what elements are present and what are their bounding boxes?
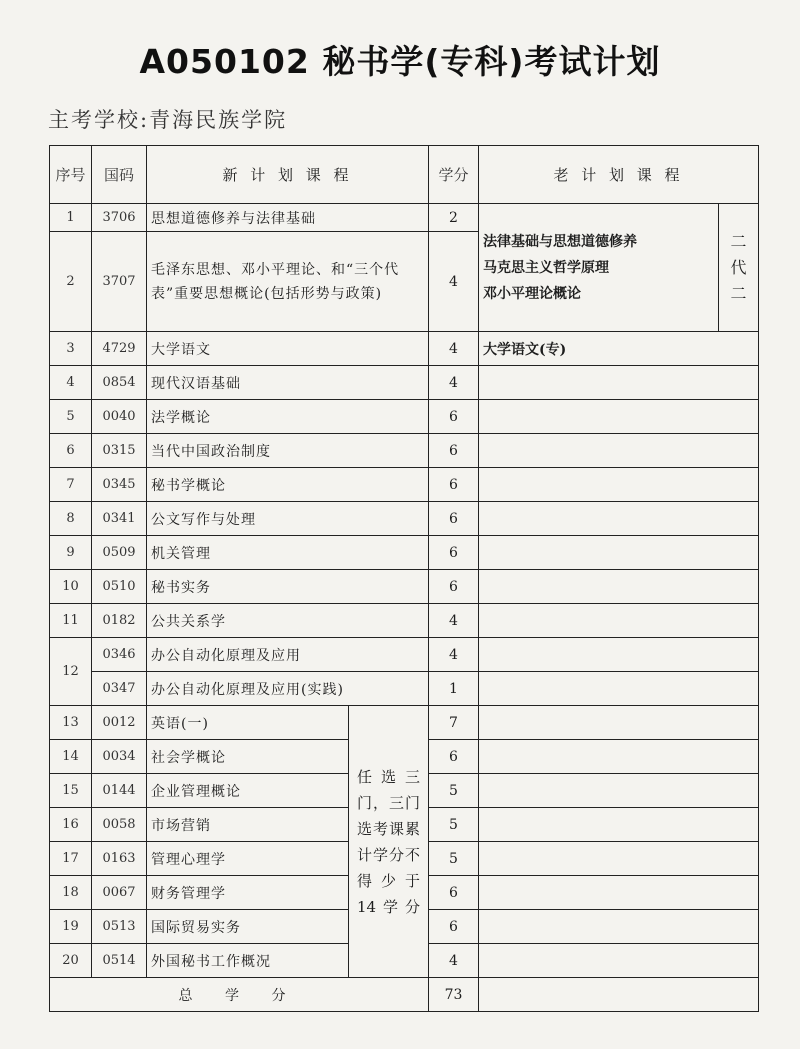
seq-cell: 15 bbox=[50, 774, 92, 808]
credit-cell: 6 bbox=[429, 876, 479, 910]
mark-char: 二 bbox=[730, 283, 747, 303]
code-cell: 4729 bbox=[92, 332, 147, 366]
table-row bbox=[50, 638, 759, 672]
old-course-item: 马克思主义哲学原理 bbox=[483, 259, 610, 276]
seq-cell: 4 bbox=[50, 366, 92, 400]
old-course-cell bbox=[479, 638, 759, 672]
table-row bbox=[50, 366, 759, 400]
seq-cell: 20 bbox=[50, 944, 92, 978]
old-course-mark bbox=[719, 204, 759, 332]
course-cell: 机关管理 bbox=[147, 536, 429, 570]
code-cell: 0347 bbox=[92, 672, 147, 706]
course-cell: 当代中国政治制度 bbox=[147, 434, 429, 468]
credit-cell: 4 bbox=[429, 332, 479, 366]
course-cell: 企业管理概论 bbox=[147, 774, 349, 808]
code-cell: 0058 bbox=[92, 808, 147, 842]
table-row bbox=[50, 400, 759, 434]
table-row bbox=[50, 332, 759, 366]
course-cell: 外国秘书工作概况 bbox=[147, 944, 349, 978]
seq-cell: 1 bbox=[50, 204, 92, 232]
credit-cell: 4 bbox=[429, 944, 479, 978]
code-cell: 0509 bbox=[92, 536, 147, 570]
code-cell: 0144 bbox=[92, 774, 147, 808]
header-seq: 序号 bbox=[50, 146, 92, 204]
table-row bbox=[50, 672, 759, 706]
seq-cell: 7 bbox=[50, 468, 92, 502]
old-course-cell bbox=[479, 434, 759, 468]
code-cell: 3707 bbox=[92, 232, 147, 332]
old-course-cell bbox=[479, 944, 759, 978]
code-cell: 0040 bbox=[92, 400, 147, 434]
old-course-cell bbox=[479, 400, 759, 434]
course-cell: 公共关系学 bbox=[147, 604, 429, 638]
credit-cell: 6 bbox=[429, 502, 479, 536]
old-course-cell bbox=[479, 842, 759, 876]
header-old-course: 老 计 划 课 程 bbox=[479, 146, 759, 204]
code-cell: 0315 bbox=[92, 434, 147, 468]
seq-cell: 19 bbox=[50, 910, 92, 944]
old-course-cell bbox=[479, 740, 759, 774]
credit-cell: 1 bbox=[429, 672, 479, 706]
code-cell: 0346 bbox=[92, 638, 147, 672]
page-title: A050102 秘书学(专科)考试计划 bbox=[139, 42, 661, 81]
code-cell: 0067 bbox=[92, 876, 147, 910]
seq-cell: 10 bbox=[50, 570, 92, 604]
seq-cell: 14 bbox=[50, 740, 92, 774]
total-label: 总 学 分 bbox=[50, 978, 429, 1012]
old-course-cell: 大学语文(专) bbox=[479, 332, 759, 366]
old-course-cell bbox=[479, 706, 759, 740]
course-cell: 财务管理学 bbox=[147, 876, 349, 910]
credit-cell: 4 bbox=[429, 232, 479, 332]
course-cell: 社会学概论 bbox=[147, 740, 349, 774]
header-row bbox=[50, 146, 759, 204]
code-cell: 0012 bbox=[92, 706, 147, 740]
exam-plan-table bbox=[49, 145, 759, 1012]
seq-cell: 3 bbox=[50, 332, 92, 366]
mark-char: 代 bbox=[730, 257, 747, 277]
table-row bbox=[50, 204, 759, 232]
old-course-cell bbox=[479, 978, 759, 1012]
table-row bbox=[50, 468, 759, 502]
school-label: 主考学校:青海民族学院 bbox=[48, 108, 288, 132]
old-course-cell bbox=[479, 570, 759, 604]
mark-char: 二 bbox=[730, 231, 747, 251]
credit-cell: 6 bbox=[429, 570, 479, 604]
credit-cell: 5 bbox=[429, 774, 479, 808]
seq-cell: 16 bbox=[50, 808, 92, 842]
credit-cell: 4 bbox=[429, 366, 479, 400]
table-row bbox=[50, 502, 759, 536]
old-course-cell bbox=[479, 672, 759, 706]
table-row bbox=[50, 570, 759, 604]
course-cell: 市场营销 bbox=[147, 808, 349, 842]
code-cell: 0163 bbox=[92, 842, 147, 876]
course-cell: 法学概论 bbox=[147, 400, 429, 434]
table-row bbox=[50, 706, 759, 740]
credit-cell: 4 bbox=[429, 604, 479, 638]
course-cell: 办公自动化原理及应用(实践) bbox=[147, 672, 429, 706]
code-cell: 3706 bbox=[92, 204, 147, 232]
credit-cell: 6 bbox=[429, 740, 479, 774]
credit-cell: 5 bbox=[429, 842, 479, 876]
course-cell: 现代汉语基础 bbox=[147, 366, 429, 400]
table-row bbox=[50, 604, 759, 638]
old-course-group bbox=[479, 204, 719, 332]
table-row bbox=[50, 434, 759, 468]
old-course-cell bbox=[479, 468, 759, 502]
old-course-cell bbox=[479, 910, 759, 944]
old-course-cell bbox=[479, 366, 759, 400]
table-row bbox=[50, 536, 759, 570]
old-course-cell bbox=[479, 876, 759, 910]
course-cell: 英语(一) bbox=[147, 706, 349, 740]
credit-cell: 6 bbox=[429, 434, 479, 468]
code-cell: 0514 bbox=[92, 944, 147, 978]
total-credits: 73 bbox=[429, 978, 479, 1012]
credit-cell: 6 bbox=[429, 536, 479, 570]
header-credit: 学分 bbox=[429, 146, 479, 204]
old-course-item: 邓小平理论概论 bbox=[483, 285, 582, 302]
course-cell: 毛泽东思想、邓小平理论、和“三个代表”重要思想概论(包括形势与政策) bbox=[147, 232, 429, 332]
credit-cell: 7 bbox=[429, 706, 479, 740]
course-cell: 公文写作与处理 bbox=[147, 502, 429, 536]
seq-cell: 11 bbox=[50, 604, 92, 638]
old-course-cell bbox=[479, 808, 759, 842]
code-cell: 0513 bbox=[92, 910, 147, 944]
seq-cell: 6 bbox=[50, 434, 92, 468]
code-cell: 0182 bbox=[92, 604, 147, 638]
seq-cell: 8 bbox=[50, 502, 92, 536]
old-course-cell bbox=[479, 502, 759, 536]
header-new-course: 新 计 划 课 程 bbox=[147, 146, 429, 204]
code-cell: 0341 bbox=[92, 502, 147, 536]
course-cell: 秘书学概论 bbox=[147, 468, 429, 502]
seq-cell: 2 bbox=[50, 232, 92, 332]
seq-cell: 5 bbox=[50, 400, 92, 434]
old-course-cell bbox=[479, 604, 759, 638]
seq-cell: 9 bbox=[50, 536, 92, 570]
elective-note-cell bbox=[349, 706, 429, 978]
course-cell: 思想道德修养与法律基础 bbox=[147, 204, 429, 232]
credit-cell: 6 bbox=[429, 910, 479, 944]
credit-cell: 6 bbox=[429, 400, 479, 434]
seq-cell: 17 bbox=[50, 842, 92, 876]
credit-cell: 4 bbox=[429, 638, 479, 672]
code-cell: 0510 bbox=[92, 570, 147, 604]
course-cell: 管理心理学 bbox=[147, 842, 349, 876]
course-cell: 大学语文 bbox=[147, 332, 429, 366]
header-code: 国码 bbox=[92, 146, 147, 204]
code-cell: 0034 bbox=[92, 740, 147, 774]
credit-cell: 2 bbox=[429, 204, 479, 232]
credit-cell: 6 bbox=[429, 468, 479, 502]
seq-cell: 12 bbox=[50, 638, 92, 706]
course-cell: 国际贸易实务 bbox=[147, 910, 349, 944]
credit-cell: 5 bbox=[429, 808, 479, 842]
old-course-item: 法律基础与思想道德修养 bbox=[483, 233, 638, 250]
seq-cell: 18 bbox=[50, 876, 92, 910]
total-row bbox=[50, 978, 759, 1012]
seq-cell: 13 bbox=[50, 706, 92, 740]
elective-note: 任选三门，三门选考课累计学分不得少于14学分 bbox=[357, 767, 421, 916]
old-course-cell bbox=[479, 536, 759, 570]
course-cell: 办公自动化原理及应用 bbox=[147, 638, 429, 672]
code-cell: 0854 bbox=[92, 366, 147, 400]
code-cell: 0345 bbox=[92, 468, 147, 502]
old-course-cell bbox=[479, 774, 759, 808]
course-cell: 秘书实务 bbox=[147, 570, 429, 604]
